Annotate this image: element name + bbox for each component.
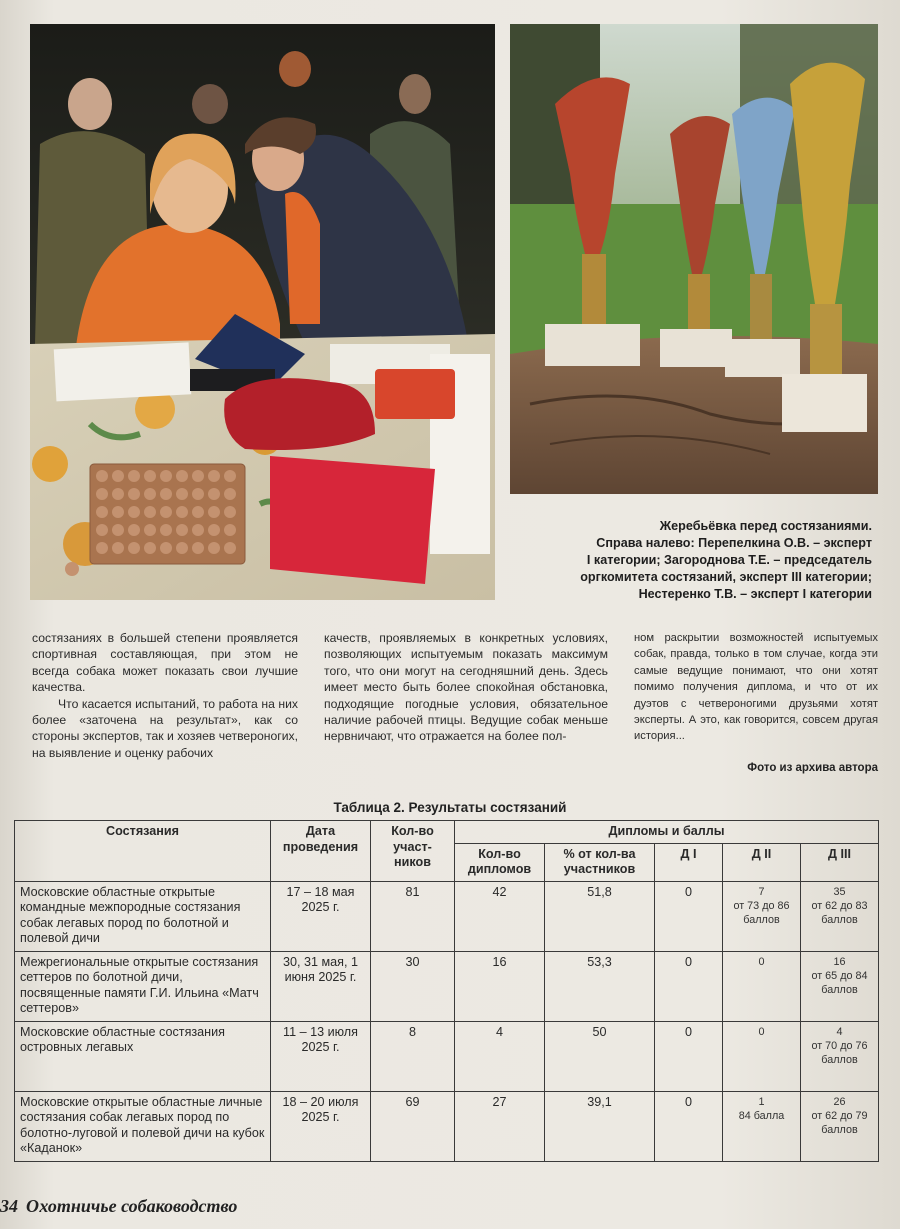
cell-competition: Межрегиональные открытые состязания сеттеров по болотной дичи, посвященные памяти Г.И. Ильина «Матч сеттеров» <box>15 951 271 1021</box>
cell-participants: 69 <box>371 1091 455 1161</box>
results-table <box>14 820 879 1162</box>
cell-percent: 50 <box>545 1021 655 1091</box>
d2-count: 1 <box>758 1095 765 1108</box>
cell-competition: Московские областные открытые командные межпородные состязания собак легавых пород по болотной и полевой дичи <box>15 881 271 951</box>
photo-credit: Фото из архива автора <box>747 762 878 774</box>
cell-d1: 0 <box>655 1021 723 1091</box>
cell-d3 <box>801 1021 879 1091</box>
cell-participants: 30 <box>371 951 455 1021</box>
d3-count: 16 <box>833 955 846 968</box>
cell-d3 <box>801 951 879 1021</box>
caption-line: оргкомитета состязаний, эксперт III категории; <box>580 570 872 584</box>
header-diplomas-group: Дипломы и баллы <box>455 821 879 844</box>
cell-percent: 51,8 <box>545 881 655 951</box>
caption-line: Жеребьёвка перед состязаниями. <box>659 519 872 533</box>
header-diplomas-count: Кол-во дипломов <box>455 843 545 881</box>
d3-points: от 70 до 76 баллов <box>811 1039 868 1066</box>
cell-d3 <box>801 1091 879 1161</box>
photo-trophies <box>510 24 878 494</box>
cell-diplomas: 27 <box>455 1091 545 1161</box>
photo-caption <box>516 518 872 603</box>
article-column-2 <box>324 630 608 745</box>
cell-participants: 81 <box>371 881 455 951</box>
header-d1: Д I <box>655 843 723 881</box>
cell-percent: 39,1 <box>545 1091 655 1161</box>
cell-percent: 53,3 <box>545 951 655 1021</box>
header-percent: % от кол-ва участников <box>545 843 655 881</box>
header-d2: Д II <box>723 843 801 881</box>
table-row <box>15 1021 879 1091</box>
cell-competition: Московские открытые областные личные состязания собак легавых пород по болотно-луговой и полевой дичи на кубок «Каданок» <box>15 1091 271 1161</box>
cell-diplomas: 16 <box>455 951 545 1021</box>
d3-count: 35 <box>833 885 846 898</box>
header-participants: Кол-во участ-ников <box>371 821 455 882</box>
cell-date: 17 – 18 мая 2025 г. <box>271 881 371 951</box>
cell-d1: 0 <box>655 881 723 951</box>
table-row <box>15 951 879 1021</box>
article-column-3 <box>634 630 878 745</box>
header-d3: Д III <box>801 843 879 881</box>
cell-diplomas: 4 <box>455 1021 545 1091</box>
article-paragraph: состязаниях в большей степени проявляется спортивная составляющая, при этом не всегда собака может показать свои лучшие качества. <box>32 631 298 695</box>
d2-points: 84 балла <box>738 1109 785 1122</box>
table-title: Таблица 2. Результаты состязаний <box>333 800 567 815</box>
cell-competition: Московские областные состязания островных легавых <box>15 1021 271 1091</box>
cell-date: 18 – 20 июля 2025 г. <box>271 1091 371 1161</box>
header-competition: Состязания <box>15 821 271 882</box>
table-row <box>15 1091 879 1161</box>
cell-d1: 0 <box>655 1091 723 1161</box>
cell-d2 <box>723 881 801 951</box>
header-date: Дата проведения <box>271 821 371 882</box>
page-footer <box>0 1196 237 1217</box>
caption-line: I категории; Загороднова Т.Е. – председатель <box>586 553 872 567</box>
article-paragraph: ном раскрытии возможностей испытуемых собак, правда, только в том случае, когда эти самые ведущие понимают, что они хотят помимо получения диплома, и что от их дуэтов с четвероногими друзьями хотят эксперты. А это, как говорится, совсем другая история... <box>634 632 878 743</box>
article-paragraph: Что касается испытаний, то работа на них более «заточена на результат», как со стороны экспертов, так и хозяев четвероногих, на выявление и оценку рабочих <box>32 696 298 760</box>
cell-date: 11 – 13 июля 2025 г. <box>271 1021 371 1091</box>
d2-count: 7 <box>758 885 765 898</box>
cell-d1: 0 <box>655 951 723 1021</box>
d2-points: от 73 до 86 баллов <box>733 899 790 926</box>
cell-diplomas: 42 <box>455 881 545 951</box>
photo-draw-scene <box>30 24 495 600</box>
cell-participants: 8 <box>371 1021 455 1091</box>
caption-line: Нестеренко Т.В. – эксперт I категории <box>638 587 872 601</box>
d3-count: 4 <box>836 1025 843 1038</box>
magazine-title: Охотничье собаководство <box>26 1196 238 1216</box>
page-number: 34 <box>0 1196 18 1216</box>
article-paragraph: качеств, проявляемых в конкретных условиях, позволяющих испытуемым показать максимум того, что они могут на сегодняшний день. Здесь имеет место быть более спокойная обстановка, подходящие погодные условия, обязательное наличие рабочей птицы. Ведущие собак меньше нервничают, что отражается на более пол- <box>324 631 608 744</box>
d3-points: от 65 до 84 баллов <box>811 969 868 996</box>
cell-d2 <box>723 1021 801 1091</box>
article-column-1 <box>32 630 298 761</box>
cell-d2 <box>723 951 801 1021</box>
d2-count: 0 <box>758 955 765 968</box>
cell-d2 <box>723 1091 801 1161</box>
cell-d3 <box>801 881 879 951</box>
caption-line: Справа налево: Перепелкина О.В. – эксперт <box>596 536 872 550</box>
d2-count: 0 <box>758 1025 765 1038</box>
table-row <box>15 881 879 951</box>
cell-date: 30, 31 мая, 1 июня 2025 г. <box>271 951 371 1021</box>
table-header-row <box>15 821 879 844</box>
d3-points: от 62 до 83 баллов <box>811 899 868 926</box>
d3-points: от 62 до 79 баллов <box>811 1109 868 1136</box>
d3-count: 26 <box>833 1095 846 1108</box>
